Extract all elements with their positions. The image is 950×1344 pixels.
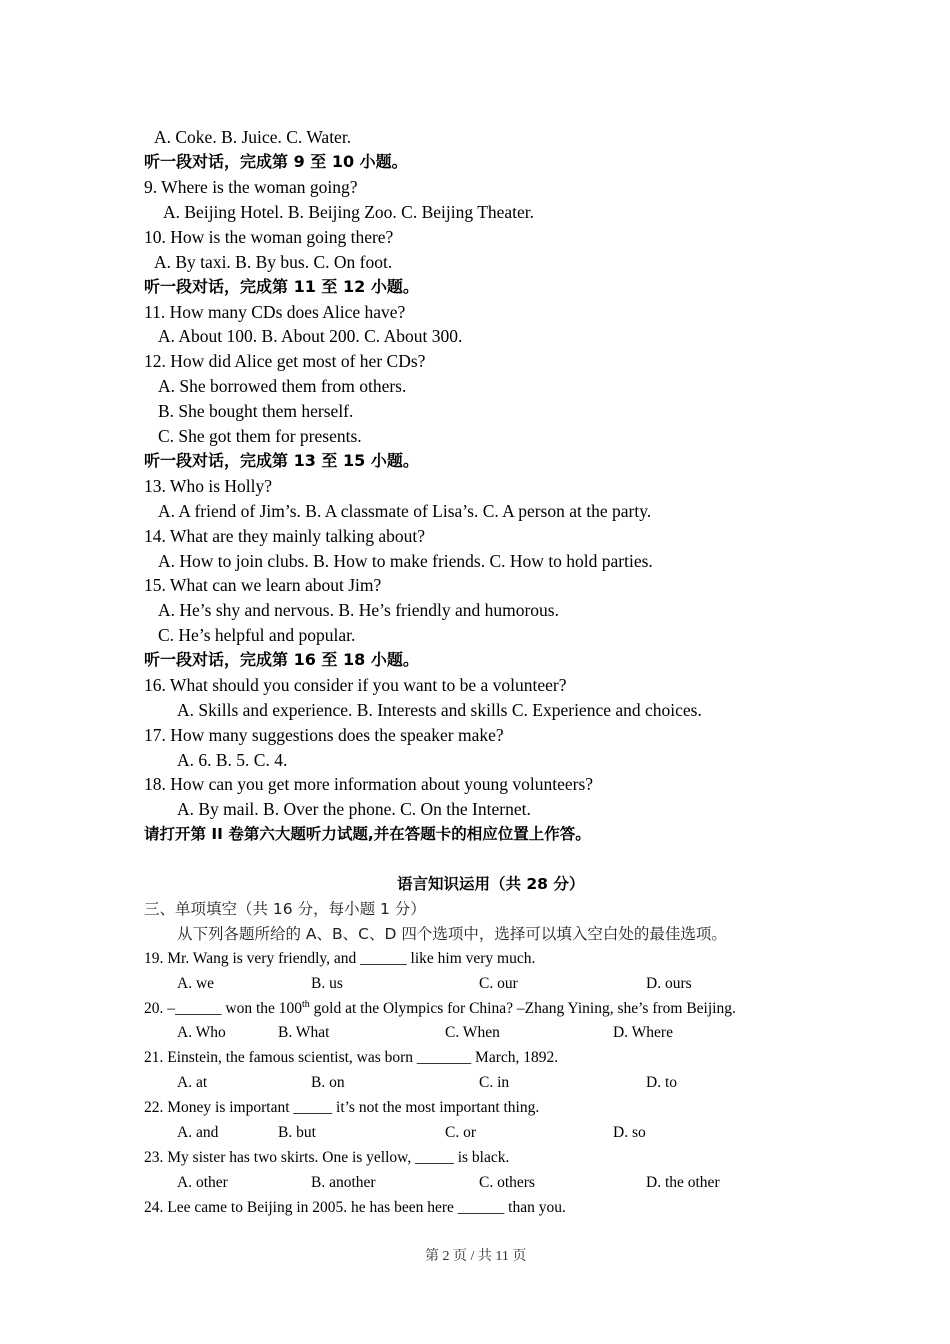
- q20-option-d: D. Where: [613, 1024, 673, 1041]
- q22-option-d: D. so: [613, 1124, 646, 1141]
- question-11: 11. How many CDs does Alice have?: [144, 302, 406, 322]
- question-19: 19. Mr. Wang is very friendly, and ______ like him very much.: [144, 950, 536, 967]
- q12-option-a: A. She borrowed them from others.: [158, 376, 407, 396]
- section-title: 语言知识运用（共 28 分）: [397, 875, 585, 893]
- section-heading-16-18: 听一段对话，完成第 16 至 18 小题。: [144, 650, 419, 669]
- q19-option-a: A. we: [177, 975, 215, 992]
- q21-option-d: D. to: [646, 1074, 677, 1091]
- q20-superscript: th: [302, 998, 310, 1010]
- section-3-instruction: 从下列各题所给的 A、B、C、D 四个选项中，选择可以填入空白处的最佳选项。: [177, 925, 727, 943]
- q20-text-start: 20. –______ won the 100: [144, 1000, 303, 1017]
- q19-option-d: D. ours: [646, 975, 692, 992]
- q20-text-end: gold at the Olympics for China? –Zhang Yining, she’s from Beijing.: [309, 1000, 736, 1017]
- question-13: 13. Who is Holly?: [144, 476, 273, 496]
- section-heading-9-10: 听一段对话，完成第 9 至 10 小题。: [144, 152, 408, 171]
- q22-option-a: A. and: [177, 1124, 219, 1141]
- q21-option-a: A. at: [177, 1074, 208, 1091]
- q20-option-c: C. When: [445, 1024, 500, 1041]
- question-22: 22. Money is important _____ it’s not the most important thing.: [144, 1099, 540, 1116]
- q15-options-ab: A. He’s shy and nervous. B. He’s friendly and humorous.: [158, 600, 559, 620]
- q21-option-b: B. on: [311, 1074, 345, 1091]
- q18-options: A. By mail. B. Over the phone. C. On the Internet.: [177, 799, 531, 819]
- q20-option-b: B. What: [278, 1024, 330, 1041]
- q12-option-c: C. She got them for presents.: [158, 426, 362, 446]
- q22-option-b: B. but: [278, 1124, 316, 1141]
- question-14: 14. What are they mainly talking about?: [144, 526, 426, 546]
- q16-options: A. Skills and experience. B. Interests and skills C. Experience and choices.: [177, 700, 702, 720]
- q8-options: A. Coke. B. Juice. C. Water.: [154, 127, 352, 147]
- question-16: 16. What should you consider if you want to be a volunteer?: [144, 675, 567, 695]
- section-3-heading: 三、单项填空（共 16 分，每小题 1 分）: [144, 900, 426, 918]
- question-17: 17. How many suggestions does the speaker make?: [144, 725, 504, 745]
- question-12: 12. How did Alice get most of her CDs?: [144, 351, 426, 371]
- q10-options: A. By taxi. B. By bus. C. On foot.: [154, 252, 393, 272]
- question-24: 24. Lee came to Beijing in 2005. he has been here ______ than you.: [144, 1199, 566, 1216]
- q23-option-b: B. another: [311, 1174, 376, 1191]
- q12-option-b: B. She bought them herself.: [158, 401, 354, 421]
- question-15: 15. What can we learn about Jim?: [144, 575, 382, 595]
- question-18: 18. How can you get more information about young volunteers?: [144, 774, 594, 794]
- q17-options: A. 6. B. 5. C. 4.: [177, 750, 288, 770]
- question-23: 23. My sister has two skirts. One is yellow, _____ is black.: [144, 1149, 510, 1166]
- question-21: 21. Einstein, the famous scientist, was born _______ March, 1892.: [144, 1049, 559, 1066]
- question-10: 10. How is the woman going there?: [144, 227, 394, 247]
- q11-options: A. About 100. B. About 200. C. About 300.: [158, 326, 463, 346]
- question-9: 9. Where is the woman going?: [144, 177, 358, 197]
- section-heading-11-12: 听一段对话，完成第 11 至 12 小题。: [144, 277, 419, 296]
- question-20: [144, 998, 736, 1020]
- q23-option-a: A. other: [177, 1174, 228, 1191]
- q23-option-c: C. others: [479, 1174, 535, 1191]
- q23-option-d: D. the other: [646, 1174, 720, 1191]
- q13-options: A. A friend of Jim’s. B. A classmate of Lisa’s. C. A person at the party.: [158, 501, 652, 521]
- q22-option-c: C. or: [445, 1124, 476, 1141]
- q20-option-a: A. Who: [177, 1024, 226, 1041]
- q19-option-c: C. our: [479, 975, 518, 992]
- q9-options: A. Beijing Hotel. B. Beijing Zoo. C. Beijing Theater.: [163, 202, 535, 222]
- listening-note: 请打开第 II 卷第六大题听力试题,并在答题卡的相应位置上作答。: [144, 825, 591, 843]
- q19-option-b: B. us: [311, 975, 343, 992]
- q21-option-c: C. in: [479, 1074, 510, 1091]
- q15-option-c: C. He’s helpful and popular.: [158, 625, 356, 645]
- page-footer: 第 2 页 / 共 11 页: [425, 1249, 527, 1264]
- section-heading-13-15: 听一段对话，完成第 13 至 15 小题。: [144, 451, 419, 470]
- q14-options: A. How to join clubs. B. How to make friends. C. How to hold parties.: [158, 551, 653, 571]
